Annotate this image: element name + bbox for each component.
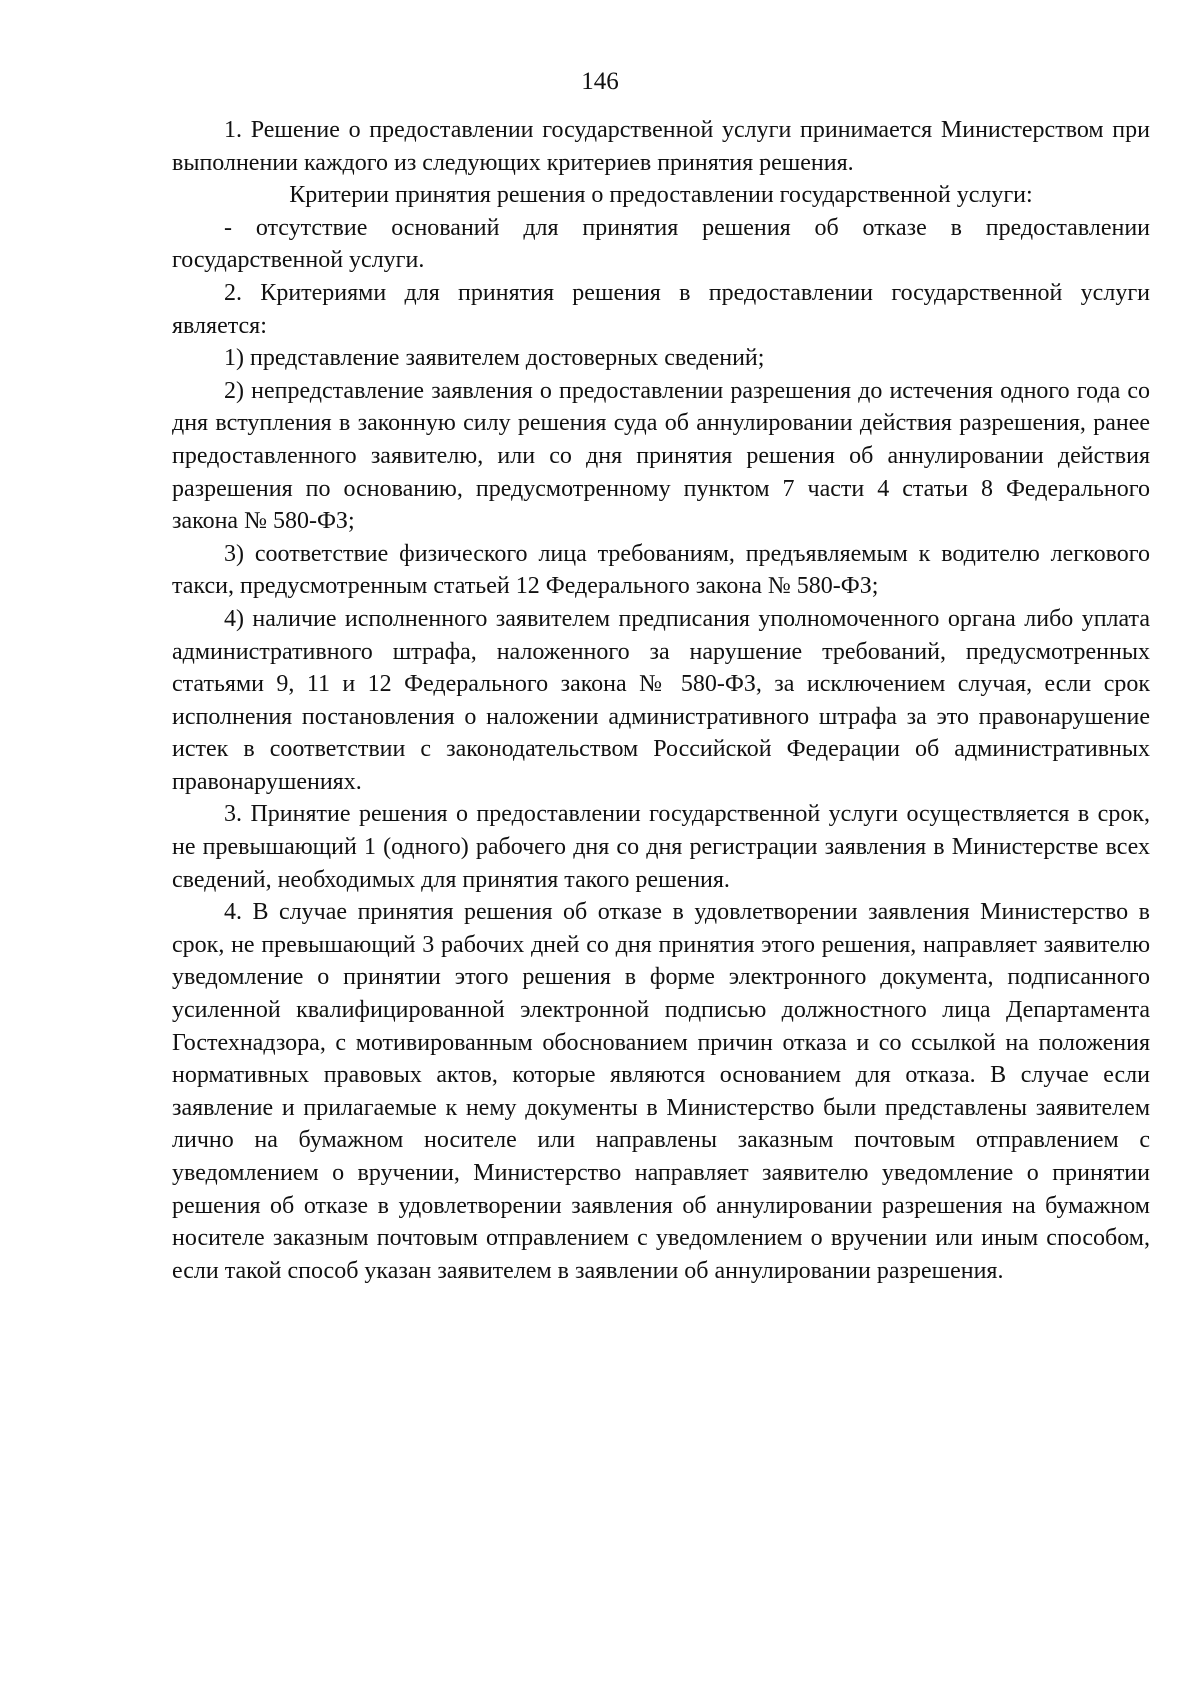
paragraph-criterion-4: 4) наличие исполненного заявителем предписания уполномоченного органа либо уплата административного штрафа, наложенного за нарушение требований, предусмотренных статьями 9, 11 и 12 Федерального закона № 580-ФЗ, за исключением случая, если срок исполнения постановления о наложении административного штрафа за это правонарушение истек в соответствии с законодательством Российской Федерации об административных правонарушениях.	[172, 605, 1150, 795]
paragraph-refusal-notice: 4. В случае принятия решения об отказе в удовлетворении заявления Министерство в срок, не превышающий 3 рабочих дней со дня принятия этого решения, направляет заявителю уведомление о принятии этого решения в форме электронного документа, подписанного усиленной квалифицированной электронной подписью должностного лица Департамента Гостехнадзора, с мотивированным обоснованием причин отказа и со ссылкой на положения нормативных правовых актов, которые являются основанием для отказа. В случае если заявление и прилагаемые к нему документы в Министерство были представлены заявителем лично на бумажном носителе или направлены заказным почтовым отправлением с уведомлением о вручении, Министерство направляет заявителю уведомление о принятии решения об отказе в удовлетворении заявления об аннулировании разрешения на бумажном носителе заказным почтовым отправлением с уведомлением о вручении или иным способом, если такой способ указан заявителем в заявлении об аннулировании разрешения.	[172, 899, 1150, 1284]
paragraph-criteria-heading: Критерии принятия решения о предоставлении государственной услуги:	[289, 182, 1033, 209]
paragraph-decision-intro: 1. Решение о предоставлении государственной услуги принимается Министерством при выполнении каждого из следующих критериев принятия решения.	[172, 117, 1150, 176]
paragraph-criteria-list-intro: 2. Критериями для принятия решения в предоставлении государственной услуги является:	[172, 279, 1150, 339]
paragraph-criterion-2: 2) непредставление заявления о предоставлении разрешения до истечения одного года со дня вступления в законную силу решения суда об аннулировании действия разрешения, ранее предоставленного заявителю, или со дня принятия решения об аннулировании действия разрешения по основанию, предусмотренному пунктом 7 части 4 статьи 8 Федерального закона № 580-ФЗ;	[172, 377, 1150, 535]
page-number: 146	[581, 68, 619, 95]
document-body	[172, 114, 1150, 1287]
paragraph-decision-term: 3. Принятие решения о предоставлении государственной услуги осуществляется в срок, не превышающий 1 (одного) рабочего дня со дня регистрации заявления в Министерстве всех сведений, необходимых для принятия такого решения.	[172, 801, 1150, 893]
paragraph-criteria-no-grounds: - отсутствие оснований для принятия решения об отказе в предоставлении государственной услуги.	[172, 214, 1150, 274]
paragraph-criterion-3: 3) соответствие физического лица требованиям, предъявляемым к водителю легкового такси, предусмотренным статьей 12 Федерального закона № 580-ФЗ;	[172, 540, 1150, 600]
paragraph-criterion-1: 1) представление заявителем достоверных сведений;	[224, 345, 765, 372]
